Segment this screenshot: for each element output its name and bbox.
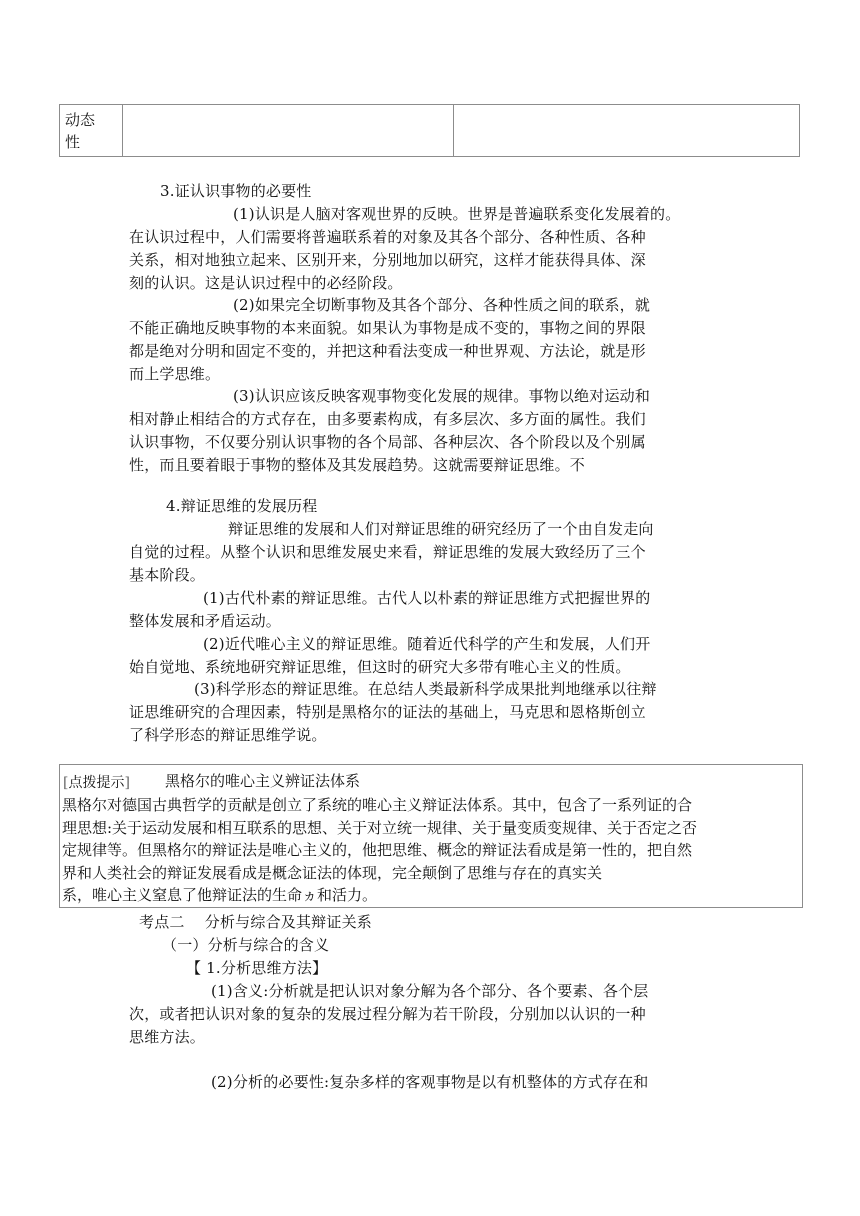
s3-p2-line-4: 而上学思维。 — [129, 365, 221, 383]
def-line-3: 思维方法。 — [129, 1028, 206, 1046]
point2-subheading: （一）分析与综合的含义 — [162, 936, 330, 954]
def-line-2: 次，或者把认识对象的复杂的发展过程分解为若干阶段，分别加以认识的一种 — [129, 1005, 646, 1023]
tip-box — [59, 764, 803, 908]
s3-p3-line-4: 性，而且要着眼于事物的整体及其发展趋势。这就需要辩证思维。不 — [129, 456, 586, 474]
s4-intro-line-1: 辩证思维的发展和人们对辩证思维的研究经历了一个由自发走向 — [228, 520, 654, 538]
tip-line-5: 系，唯心主义窒息了他辩证法的生命ヵ和活力。 — [62, 886, 378, 905]
s4-stage2-line-2: 始自觉地、系统地研究辩证思维，但这时的研究大多带有唯心主义的性质。 — [129, 658, 631, 676]
tip-line-1: 黑格尔对德国古典哲学的贡献是创立了系统的唯心主义辩证法体系。其中，包含了一系列证的合 — [62, 796, 693, 814]
row-label-line-2: 性 — [65, 133, 81, 151]
s3-p1-line-2: 在认识过程中，人们需要将普遍联系着的对象及其各个部分、各种性质、各种 — [129, 228, 646, 246]
s3-p2-line-2: 不能正确地反映事物的本来面貌。如果认为事物是成不变的，事物之间的界限 — [129, 319, 646, 337]
s4-stage3-line-1: (3)科学形态的辩证思维。在总结人类最新科学成果批判地继承以往辩 — [194, 680, 657, 698]
s4-intro-line-2: 自觉的过程。从整个认识和思维发展史来看，辩证思维的发展大致经历了三个 — [129, 543, 646, 561]
row-label-line-1: 动态 — [65, 111, 96, 129]
table-cell-empty — [123, 105, 454, 157]
s4-intro-line-3: 基本阶段。 — [129, 566, 206, 584]
s3-p2-line-1: (2)如果完全切断事物及其各个部分、各种性质之间的联系，就 — [233, 296, 651, 314]
necessity-line: (2)分析的必要性:复杂多样的客观事物是以有机整体的方式存在和 — [211, 1073, 649, 1091]
tip-tag-label: 点拨提示 — [68, 775, 125, 791]
table-cell-empty — [454, 105, 800, 157]
tip-line-2: 理思想:关于运动发展和相互联系的思想、关于对立统一规律、关于量变质变规律、关于否定之否 — [62, 818, 698, 837]
s3-p3-line-3: 认识事物，不仅要分别认识事物的各个局部、各种层次、各个阶段以及个别属 — [129, 433, 646, 451]
s3-p2-line-3: 都是绝对分明和固定不变的，并把这种看法变成一种世界观、方法论，就是形 — [129, 342, 646, 360]
s4-stage1-line-2: 整体发展和矛盾运动。 — [129, 612, 282, 630]
attribute-table — [59, 104, 800, 157]
tip-tag: [点拨提示] — [63, 775, 130, 791]
table-cell-label — [60, 105, 123, 157]
tip-line-3: 定规律等。但黑格尔的辩证法是唯心主义的，他把思维、概念的辩证法看成是第一性的，把自然 — [62, 841, 693, 860]
s3-p1-line-1: (1)认识是人脑对客观世界的反映。世界是普遍联系变化发展着的。 — [233, 205, 681, 223]
s4-stage3-line-2: 证思维研究的合理因素，特别是黑格尔的证法的基础上，马克思和恩格斯创立 — [129, 703, 646, 721]
s4-stage3-line-3: 了科学形态的辩证思维学说。 — [129, 726, 327, 744]
tip-body — [62, 794, 697, 907]
s3-p3-line-1: (3)认识应该反映客观事物变化发展的规律。事物以绝对运动和 — [233, 387, 651, 405]
point2-heading: 考点二 分析与综合及其辩证关系 — [139, 913, 372, 931]
tip-title: 黑格尔的唯心主义辨证法体系 — [165, 772, 361, 790]
s4-stage1-line-1: (1)古代朴素的辩证思维。古代人以朴素的辩证思维方式把握世界的 — [203, 589, 651, 607]
tip-line-4: 界和人类社会的辩证发展看成是概念证法的体现，完全颠倒了思维与存在的真实关 — [62, 863, 603, 882]
def-line-1: (1)含义:分析就是把认识对象分解为各个部分、各个要素、各个层 — [211, 982, 649, 1000]
bracket-heading: 【 1.分析思维方法】 — [186, 959, 328, 977]
table-row — [60, 105, 800, 157]
section3-heading: 3.证认识事物的必要性 — [160, 182, 312, 200]
s4-stage2-line-1: (2)近代唯心主义的辩证思维。随着近代科学的产生和发展，人们开 — [203, 635, 651, 653]
s3-p1-line-3: 关系，相对地独立起来、区别开来，分别地加以研究，这样才能获得具体、深 — [129, 251, 646, 269]
section4-heading: 4.辩证思维的发展历程 — [166, 497, 318, 515]
s3-p1-line-4: 刻的认识。这是认识过程中的必经阶段。 — [129, 274, 403, 292]
s3-p3-line-2: 相对静止相结合的方式存在，由多要素构成，有多层次、多方面的属性。我们 — [129, 410, 646, 428]
